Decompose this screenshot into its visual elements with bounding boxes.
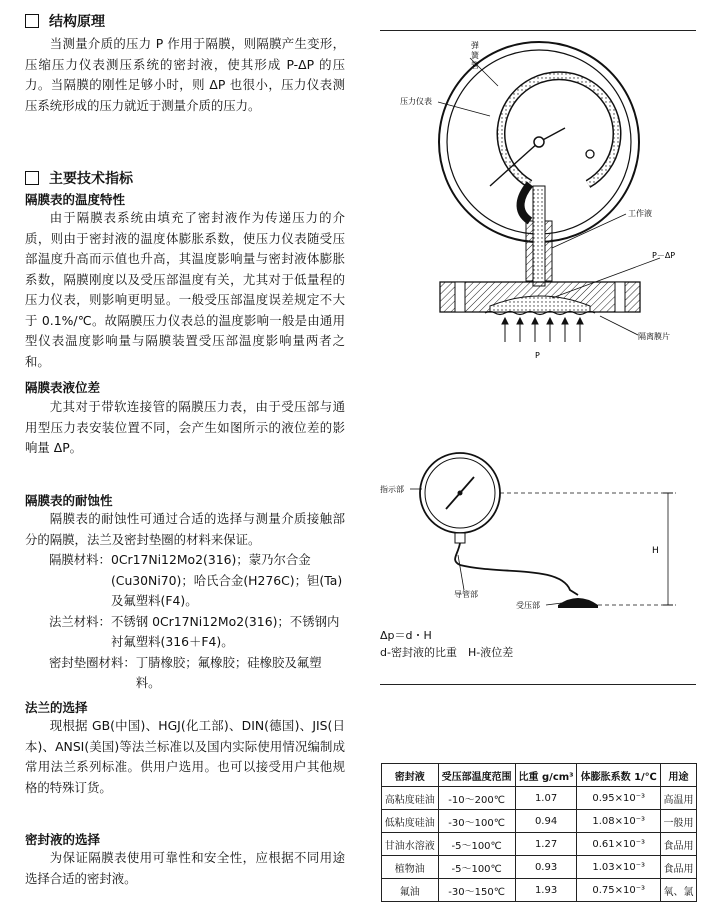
label-sensor: 受压部: [516, 601, 540, 610]
pressure-arrows: [502, 318, 583, 342]
table-header: 用途: [660, 764, 696, 787]
table-cell: 高温用: [660, 787, 696, 810]
gauge-pointer: [490, 142, 539, 186]
flange-subheading: 法兰的选择: [25, 700, 88, 715]
temp-paragraph: 由于隔膜表系统由填充了密封液作为传递压力的介质，则由于密封液的温度体膨胀系数，使压力仪表随受压部温度升高而示值也升高，其温度影响量与密封液体膨胀系数，隔膜刚度以及受压部温度有关，尤其对于低量程的压力仪表，则影响更明显。一般受压部温度误差规定不大于 0.1%/℃。故隔膜压力仪表总的温度影响一般是由通用型仪表温度影响量与隔膜装置受压部温度影响量两者之和。: [25, 210, 345, 369]
diaphragm-gauge-diagram: [380, 36, 700, 366]
table-header-row: [382, 764, 697, 787]
gasket-material-value: 丁腈橡胶；氟橡胶；硅橡胶及氟塑料。: [135, 654, 322, 690]
table-cell: 1.93: [515, 879, 577, 902]
checkbox-square-icon: [25, 14, 39, 28]
flange-paragraph: 现根据 GB(中国)、HGJ(化工部)、DIN(德国)、JIS(日本)、ANSI(美国)等法兰标准以及国内实际使用情况编制成常用法兰系列标准。供用户选用。也可以接受用户其他规格的特殊订货。: [25, 718, 345, 795]
table-header: 比重 g/cm³: [515, 764, 577, 787]
label-fluid: 工作液: [628, 209, 652, 218]
table-cell: 食品用: [660, 833, 696, 856]
fill-text-block: [25, 848, 345, 889]
flange-material-row: [49, 612, 345, 653]
top-rule: [380, 30, 696, 31]
section-principle-heading: [25, 11, 105, 31]
table-cell: 一般用: [660, 810, 696, 833]
table-cell: 0.95×10⁻³: [577, 787, 661, 810]
label-spring-2: 簧: [471, 51, 479, 60]
flange-material-value: 不锈钢 0Cr17Ni12Mo2(316)；不锈钢内衬氟塑料(316＋F4)。: [110, 613, 340, 649]
table-row: [382, 833, 697, 856]
section-specs-title: 主要技术指标: [49, 171, 133, 187]
label-tube: 导管部: [454, 590, 478, 599]
table-cell: 植物油: [382, 856, 439, 879]
table-cell: 1.03×10⁻³: [577, 856, 661, 879]
table-cell: -30～100℃: [438, 810, 515, 833]
table-cell: 0.94: [515, 810, 577, 833]
principle-text-block: [25, 34, 345, 116]
table-cell: -10～200℃: [438, 787, 515, 810]
level-formula: Δp＝d・H: [380, 629, 432, 642]
label-pdp: P－ΔP: [652, 251, 676, 260]
table-cell: 氟油: [382, 879, 439, 902]
fill-subheading: 密封液的选择: [25, 832, 101, 847]
table-cell: 氧、氯: [660, 879, 696, 902]
table-row: [382, 856, 697, 879]
table-cell: 0.75×10⁻³: [577, 879, 661, 902]
table-cell: 甘油水溶液: [382, 833, 439, 856]
flange-material-label: 法兰材料：: [49, 613, 111, 629]
section-principle-title: 结构原理: [49, 14, 105, 30]
table-header: 受压部温度范围: [438, 764, 515, 787]
label-spring-1: 弹: [471, 41, 479, 50]
section-specs-heading: [25, 168, 133, 188]
label-spring-3: 管: [471, 61, 479, 70]
level-legend: d-密封液的比重 H-液位差: [380, 646, 514, 659]
sensor-body: [558, 598, 598, 605]
level-difference-diagram: [380, 445, 700, 620]
table-cell: 1.27: [515, 833, 577, 856]
diaphragm-material-value: 0Cr17Ni12Mo2(316)；蒙乃尔合金(Cu30Ni70)；哈氏合金(H276C)；钽(Ta)及氟塑料(F4)。: [110, 552, 343, 608]
principle-paragraph: 当测量介质的压力 P 作用于隔膜，则隔膜产生变形，压缩压力仪表测压系统的密封液，使其形成 P-ΔP 的压力。当隔膜的刚性足够小时，则 ΔP 也很小，压力仪表测压系统形成的压力就近于测量介质的压力。: [25, 36, 345, 113]
pointer-pivot: [534, 137, 544, 147]
capillary-tube: [455, 543, 578, 595]
level-subheading: 隔膜表液位差: [25, 380, 101, 395]
gasket-material-label: 密封垫圈材料：: [49, 654, 136, 670]
gasket-material-row: [49, 653, 345, 694]
table-cell: 1.08×10⁻³: [577, 810, 661, 833]
table-cell: 1.07: [515, 787, 577, 810]
level-paragraph: 尤其对于带软连接管的隔膜压力表，由于受压部与通用型压力表安装位置不同，会产生如图所示的液位差的影响量 ΔP。: [25, 399, 345, 455]
table-cell: 高粘度硅油: [382, 787, 439, 810]
table-cell: 0.93: [515, 856, 577, 879]
table-cell: -5～100℃: [438, 833, 515, 856]
table-row: [382, 810, 697, 833]
diaphragm-material-label: 隔膜材料：: [49, 552, 111, 567]
table-header: 密封液: [382, 764, 439, 787]
fill-paragraph: 为保证隔膜表使用可靠性和安全性，应根据不同用途选择合适的密封液。: [25, 850, 345, 886]
middle-rule: [380, 684, 696, 685]
temp-text-block: [25, 208, 345, 372]
table-cell: 0.61×10⁻³: [577, 833, 661, 856]
table-cell: 食品用: [660, 856, 696, 879]
level-text-block: [25, 397, 345, 459]
corrosion-subheading: 隔膜表的耐蚀性: [25, 493, 113, 508]
label-gauge: 压力仪表: [400, 97, 432, 106]
corrosion-text-block: [25, 509, 345, 550]
diaphragm-material-row: [49, 550, 345, 612]
materials-list: [49, 550, 345, 694]
flange-text-block: [25, 716, 345, 798]
label-diaphragm: 隔离膜片: [638, 332, 670, 341]
table-cell: -5～100℃: [438, 856, 515, 879]
label-p: P: [535, 351, 540, 360]
table-header: 体膨胀系数 1/℃: [577, 764, 661, 787]
label-h: H: [652, 546, 659, 556]
table-row: [382, 879, 697, 902]
table-row: [382, 787, 697, 810]
table-cell: 低粘度硅油: [382, 810, 439, 833]
sealing-fluid-table: [381, 763, 697, 902]
checkbox-square-icon: [25, 171, 39, 185]
temp-subheading: 隔膜表的温度特性: [25, 192, 126, 207]
label-indicator: 指示部: [380, 485, 404, 494]
table-cell: -30～150℃: [438, 879, 515, 902]
corrosion-paragraph: 隔膜表的耐蚀性可通过合适的选择与测量介质接触部分的隔膜，法兰及密封垫圈的材料来保证。: [25, 511, 345, 547]
